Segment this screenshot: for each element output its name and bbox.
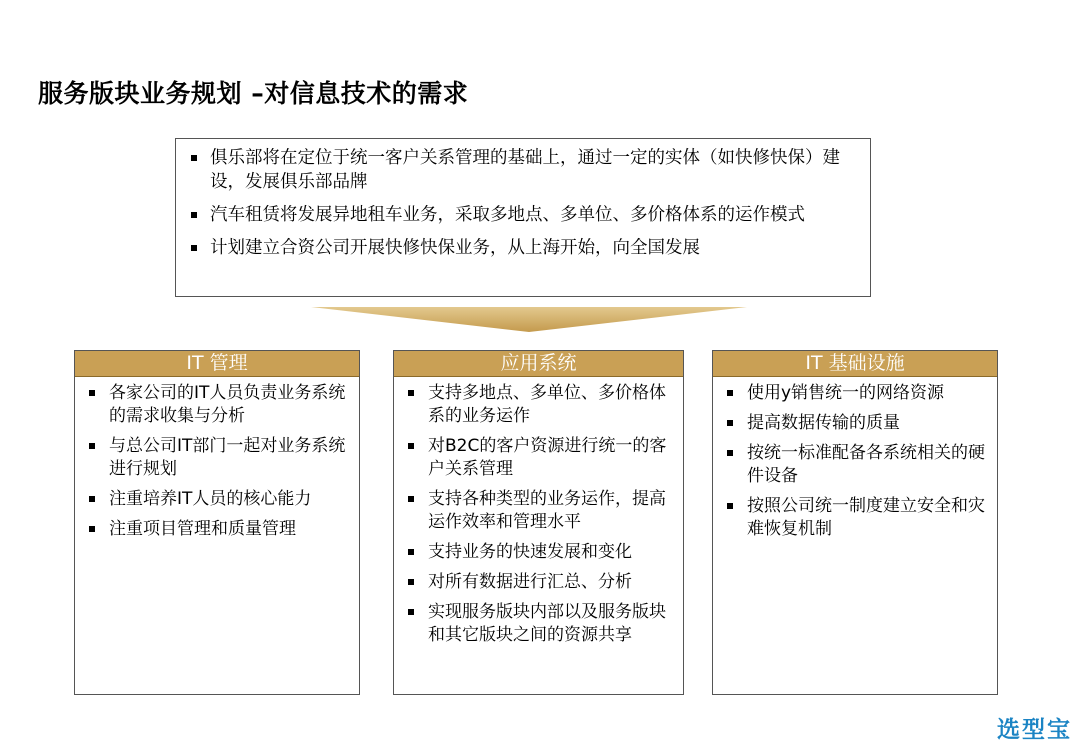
list-item-text: 支持多地点、多单位、多价格体系的业务运作 — [428, 383, 666, 426]
list-item — [85, 518, 353, 541]
list-item — [404, 435, 677, 481]
square-bullet-icon — [188, 236, 210, 260]
summary-item — [188, 203, 852, 227]
square-bullet-icon — [85, 488, 109, 511]
list-item-text: 按照公司统一制度建立安全和灾难恢复机制 — [747, 496, 985, 539]
list-item — [85, 435, 353, 481]
summary-item — [188, 236, 852, 260]
column-list — [75, 377, 359, 541]
list-item — [723, 412, 991, 435]
square-bullet-icon — [723, 412, 747, 435]
column-header: IT 基础设施 — [713, 351, 997, 377]
list-item — [723, 382, 991, 405]
list-item-text: 对所有数据进行汇总、分析 — [428, 572, 632, 592]
summary-item-text: 俱乐部将在定位于统一客户关系管理的基础上，通过一定的实体（如快修快保）建设，发展俱乐部品牌 — [210, 148, 840, 192]
list-item-text: 实现服务版块内部以及服务版块和其它版块之间的资源共享 — [428, 602, 666, 645]
list-item-text: 支持业务的快速发展和变化 — [428, 542, 632, 562]
square-bullet-icon — [85, 382, 109, 428]
summary-item-text: 汽车租赁将发展异地租车业务，采取多地点、多单位、多价格体系的运作模式 — [210, 205, 805, 225]
list-item-text: 支持各种类型的业务运作，提高运作效率和管理水平 — [428, 489, 666, 532]
square-bullet-icon — [723, 382, 747, 405]
page-title: 服务版块业务规划 –对信息技术的需求 — [38, 79, 469, 108]
list-item — [404, 382, 677, 428]
column-header: 应用系统 — [394, 351, 683, 377]
square-bullet-icon — [404, 382, 428, 428]
column-applications — [393, 350, 684, 695]
list-item — [404, 488, 677, 534]
summary-item-text: 计划建立合资公司开展快修快保业务，从上海开始，向全国发展 — [210, 238, 700, 258]
list-item-text: 注重培养IT人员的核心能力 — [109, 489, 312, 509]
list-item-text: 各家公司的IT人员负责业务系统的需求收集与分析 — [109, 383, 346, 426]
column-it-management — [74, 350, 360, 695]
list-item — [404, 571, 677, 594]
square-bullet-icon — [404, 488, 428, 534]
column-list — [394, 377, 683, 647]
square-bullet-icon — [723, 442, 747, 488]
brand-logo: 选型宝 — [997, 717, 1072, 743]
column-header: IT 管理 — [75, 351, 359, 377]
down-arrow-icon — [311, 307, 747, 332]
list-item-text: 按统一标准配备各系统相关的硬件设备 — [747, 443, 985, 486]
list-item — [723, 442, 991, 488]
column-list — [713, 377, 997, 541]
list-item-text: 使用y销售统一的网络资源 — [747, 383, 945, 403]
list-item-text: 对B2C的客户资源进行统一的客户关系管理 — [428, 436, 667, 479]
square-bullet-icon — [723, 495, 747, 541]
list-item-text: 与总公司IT部门一起对业务系统进行规划 — [109, 436, 346, 479]
square-bullet-icon — [404, 435, 428, 481]
square-bullet-icon — [188, 146, 210, 194]
square-bullet-icon — [404, 571, 428, 594]
list-item-text: 注重项目管理和质量管理 — [109, 519, 296, 539]
list-item — [404, 541, 677, 564]
list-item — [404, 601, 677, 647]
summary-box — [175, 138, 871, 297]
square-bullet-icon — [85, 518, 109, 541]
summary-item — [188, 146, 852, 194]
list-item — [85, 382, 353, 428]
square-bullet-icon — [85, 435, 109, 481]
square-bullet-icon — [188, 203, 210, 227]
square-bullet-icon — [404, 601, 428, 647]
list-item — [723, 495, 991, 541]
column-it-infrastructure — [712, 350, 998, 695]
list-item-text: 提高数据传输的质量 — [747, 413, 900, 433]
square-bullet-icon — [404, 541, 428, 564]
list-item — [85, 488, 353, 511]
